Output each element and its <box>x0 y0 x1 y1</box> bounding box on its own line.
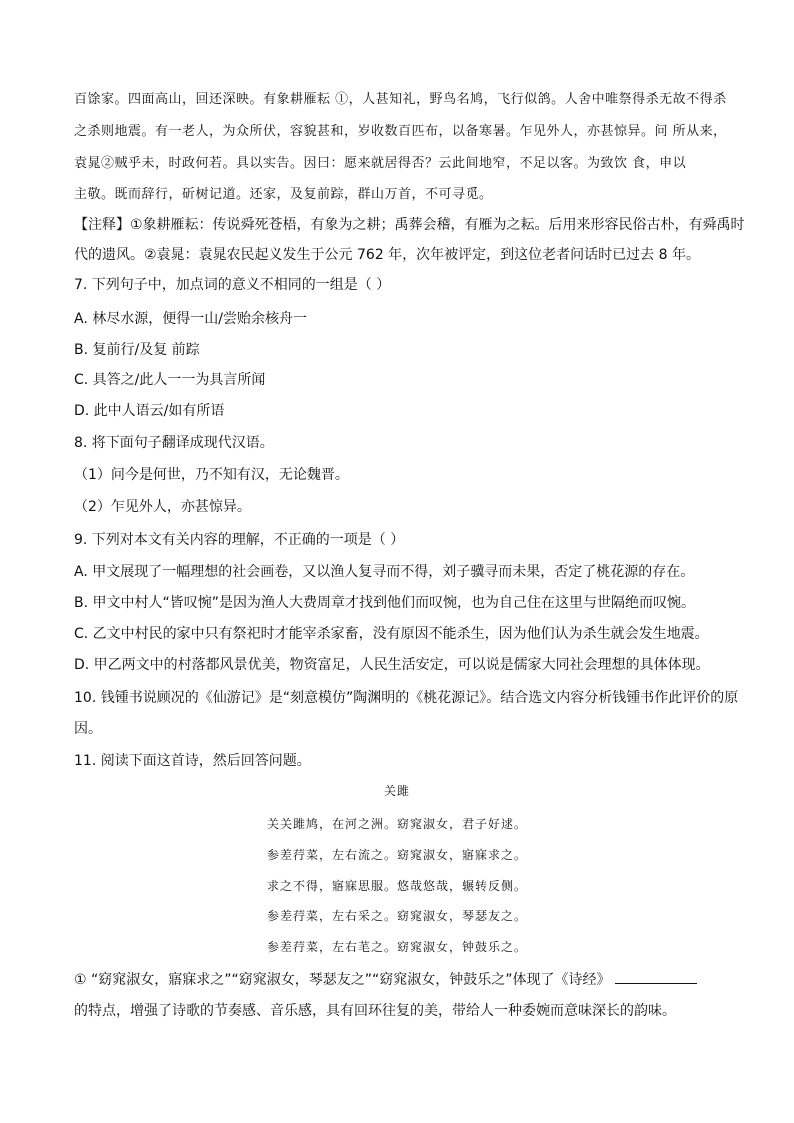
passage-line-3: 袁晁②贼乎未，时政何若。具以实告。因曰：愿来就居得否？云此间地窄，不足以客。为致饮 食，申以 <box>74 156 687 171</box>
question-9-option-b: B. 甲文中村人“皆叹惋”是因为渔人大费周章才找到他们而叹惋，也为自己住在这里与世隔绝而叹惋。 <box>74 595 696 611</box>
question-10-line-1: 10. 钱锺书说顾况的《仙游记》是“刻意模仿”陶渊明的《桃花源记》。结合选文内容分析钱锺书作此评价的原 <box>74 690 739 706</box>
question-7-option-d: D. 此中人语云/如有所语 <box>74 403 225 419</box>
annotation-line-1: 【注释】①象耕雁耘：传说舜死苍梧，有象为之耕；禹葬会稽，有雁为之耘。后用来形容民俗古朴，有舜禹时 <box>74 217 745 233</box>
question-11-sub-1 <box>74 969 734 989</box>
poem-line-2: 参差荇菜，左右流之。窈窕淑女，寤寐求之。 <box>266 848 527 862</box>
answer-blank[interactable] <box>615 971 697 984</box>
annotation-line-2: 代的遗风。②袁晁：袁晁农民起义发生于公元 762 年，次年被评定，到这位老者问话时已过去 8 年。 <box>74 247 700 263</box>
question-8-sentence-1: （1）问今是何世，乃不知有汉，无论魏晋。 <box>74 467 349 483</box>
question-9-stem: 9. 下列对本文有关内容的理解，不正确的一项是（ ） <box>74 532 405 548</box>
question-7-option-a: A. 林尽水源，便得一山/尝贻余核舟一 <box>74 311 307 327</box>
question-7-option-c: C. 具答之/此人一一为具言所闻 <box>74 372 266 388</box>
question-11-sub-1-continued: 的特点，增强了诗歌的节奏感、音乐感，具有回环往复的美，带给人一种委婉而意味深长的韵味。 <box>74 1003 676 1019</box>
question-11-sub-1-text: ① “窈窕淑女，寤寐求之”“窈窕淑女，琴瑟友之”“窈窕淑女，钟鼓乐之”体现了《诗经》 <box>74 972 615 988</box>
poem-title: 关雎 <box>383 784 410 798</box>
question-7-option-b: B. 复前行/及复 前踪 <box>74 342 200 358</box>
question-9-option-d: D. 甲乙两文中的村落都风景优美，物资富足，人民生活安定，可以说是儒家大同社会理想的具体体现。 <box>74 657 710 673</box>
question-11-stem: 11. 阅读下面这首诗，然后回答问题。 <box>74 753 311 769</box>
question-9-option-c: C. 乙文中村民的家中只有祭祀时才能宰杀家畜，没有原因不能杀生，因为他们认为杀生就会发生地震。 <box>74 626 709 642</box>
passage-line-4: 主敬。既而辞行，斫树记道。还家，及复前踪，群山万首，不可寻觅。 <box>74 187 493 202</box>
poem-line-5: 参差荇菜，左右芼之。窈窕淑女，钟鼓乐之。 <box>266 940 527 954</box>
passage-line-1: 百馀家。四面高山，回还深映。有象耕雁耘 ①，人甚知礼，野鸟名鸠，飞行似鸽。人舍中唯祭得杀无故不得杀 <box>74 92 727 107</box>
question-10-line-2: 因。 <box>74 721 102 737</box>
poem-line-3: 求之不得，寤寐思服。悠哉悠哉，辗转反侧。 <box>266 879 527 893</box>
question-7-stem: 7. 下列句子中，加点词的意义不相同的一组是（ ） <box>74 277 391 293</box>
question-9-option-a: A. 甲文展现了一幅理想的社会画卷，又以渔人复寻而不得，刘子骥寻而未果，否定了桃花源的存在。 <box>74 564 695 580</box>
question-8-sentence-2: （2）乍见外人，亦甚惊异。 <box>74 499 251 515</box>
poem-line-1: 关关雎鸠，在河之洲。窈窕淑女，君子好逑。 <box>266 817 527 831</box>
passage-line-2: 之杀则地震。有一老人，为众所伏，容貌甚和，岁收数百匹布，以备寒暑。乍见外人，亦甚惊异。问 所从来， <box>74 124 727 139</box>
poem-line-4: 参差荇菜，左右采之。窈窕淑女，琴瑟友之。 <box>266 909 527 923</box>
question-8-stem: 8. 将下面句子翻译成现代汉语。 <box>74 435 274 451</box>
